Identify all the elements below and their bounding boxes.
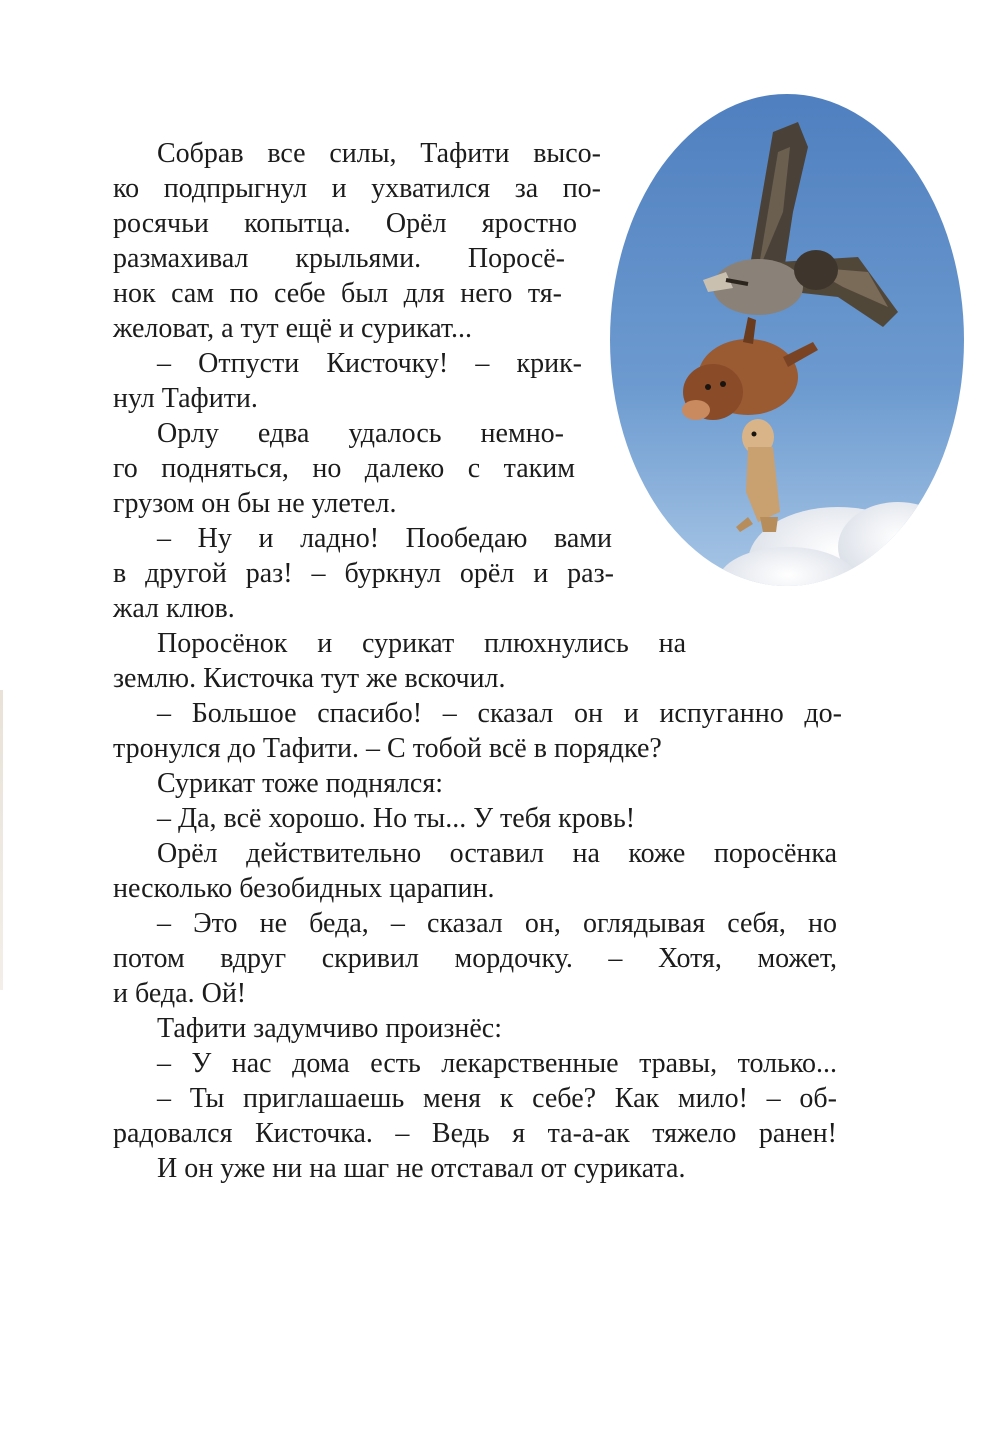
text-line: землю. Кисточка тут же вскочил. xyxy=(113,663,506,694)
text-line: несколько безобидных царапин. xyxy=(113,873,495,904)
text-line: и беда. Ой! xyxy=(113,978,247,1009)
text-line: ко подпрыгнул и ухватился за по- xyxy=(113,173,601,204)
page-edge xyxy=(0,690,3,990)
text-line: Тафити задумчиво произнёс: xyxy=(157,1013,503,1044)
text-line: И он уже ни на шаг не отставал от суриката. xyxy=(157,1153,686,1184)
text-line: – Ну и ладно! Пообедаю вами xyxy=(157,523,612,554)
text-line: росячьи копытца. Орёл яростно xyxy=(113,208,577,239)
text-line: – У нас дома есть лекарственные травы, только... xyxy=(157,1048,837,1079)
text-line: в другой раз! – буркнул орёл и раз- xyxy=(113,558,614,589)
text-line: нул Тафити. xyxy=(113,383,258,414)
text-line: жал клюв. xyxy=(113,593,235,624)
text-line: – Отпусти Кисточку! – крик- xyxy=(157,348,582,379)
text-line: нок сам по себе был для него тя- xyxy=(113,278,562,309)
text-line: размахивал крыльями. Поросё- xyxy=(113,243,565,274)
text-line: желоват, а тут ещё и сурикат... xyxy=(113,313,473,344)
text-line: – Большое спасибо! – сказал он и испуганно до- xyxy=(157,698,842,729)
text-line: грузом он бы не улетел. xyxy=(113,488,397,519)
text-line: – Да, всё хорошо. Но ты... У тебя кровь! xyxy=(157,803,636,834)
text-line: тронулся до Тафити. – С тобой всё в порядке? xyxy=(113,733,662,764)
text-line: Орёл действительно оставил на коже поросёнка xyxy=(157,838,837,869)
text-line: го подняться, но далеко с таким xyxy=(113,453,575,484)
text-line: – Ты приглашаешь меня к себе? Как мило! – об- xyxy=(157,1083,837,1114)
text-line: Собрав все силы, Тафити высо- xyxy=(157,138,601,169)
text-line: Поросёнок и сурикат плюхнулись на xyxy=(157,628,686,659)
text-line: радовался Кисточка. – Ведь я та-а-ак тяжело ранен! xyxy=(113,1118,837,1149)
text-line: Сурикат тоже поднялся: xyxy=(157,768,444,799)
eagle-carrying-piglet-illustration xyxy=(608,92,966,588)
text-line: – Это не беда, – сказал он, оглядывая себя, но xyxy=(157,908,837,939)
text-line: потом вдруг скривил мордочку. – Хотя, может, xyxy=(113,943,837,974)
text-line: Орлу едва удалось немно- xyxy=(157,418,564,449)
